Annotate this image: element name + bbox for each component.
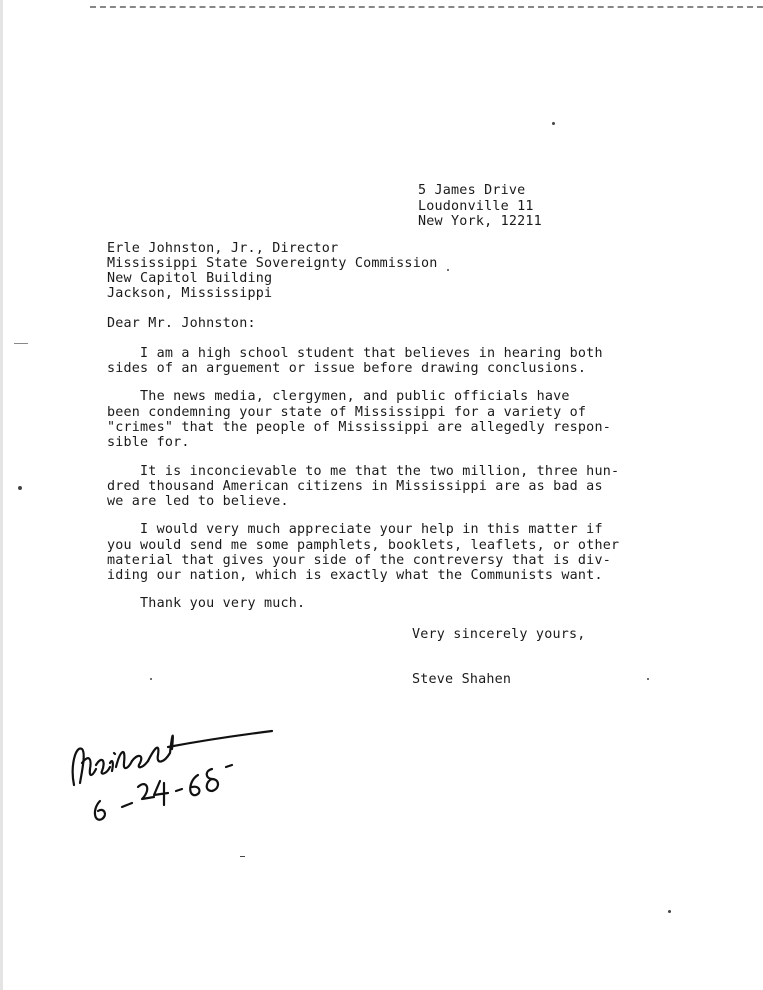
salutation: Dear Mr. Johnston: xyxy=(107,316,256,331)
return-address-line-1: 5 James Drive xyxy=(418,183,526,198)
paragraph-line: I would very much appreciate your help in this matter if xyxy=(107,522,603,537)
signature-name: Steve Shahen xyxy=(412,672,512,687)
recipient-line-3: New Capitol Building xyxy=(107,271,273,286)
return-address-line-2: Loudonville 11 xyxy=(418,199,534,214)
paragraph-line: sible for. xyxy=(107,435,190,450)
scan-left-edge xyxy=(0,0,3,990)
handwritten-mailed-note xyxy=(60,705,300,835)
scan-speck xyxy=(150,678,152,680)
paragraph-line: I am a high school student that believes in hearing both xyxy=(107,346,603,361)
paragraph-line: dred thousand American citizens in Mississippi are as bad as xyxy=(107,479,603,494)
paragraph-5: Thank you very much. xyxy=(107,596,306,611)
paragraph-line: The news media, clergymen, and public officials have xyxy=(107,389,570,404)
recipient-line-4: Jackson, Mississippi xyxy=(107,286,273,301)
paragraph-line: It is inconcievable to me that the two million, three hun- xyxy=(107,464,620,479)
paragraph-line: material that gives your side of the contreversy that is div- xyxy=(107,553,611,568)
paragraph-line: we are led to believe. xyxy=(107,494,289,509)
scan-speck xyxy=(14,343,28,344)
paragraph-line: iding our nation, which is exactly what the Communists want. xyxy=(107,568,603,583)
paragraph-line: been condemning your state of Mississippi for a variety of xyxy=(107,405,587,420)
scan-speck xyxy=(668,910,671,913)
paragraph-line: you would send me some pamphlets, booklets, leaflets, or other xyxy=(107,538,620,553)
scan-speck xyxy=(447,269,449,271)
paragraph-line: sides of an arguement or issue before drawing conclusions. xyxy=(107,361,587,376)
paragraph-line: "crimes" that the people of Mississippi are allegedly respon- xyxy=(107,420,611,435)
recipient-line-2: Mississippi State Sovereignty Commission xyxy=(107,256,438,271)
scan-speck xyxy=(18,486,22,490)
scan-speck xyxy=(552,122,555,125)
recipient-line-1: Erle Johnston, Jr., Director xyxy=(107,241,339,256)
scan-speck xyxy=(647,678,649,680)
scan-top-edge xyxy=(90,0,763,8)
closing: Very sincerely yours, xyxy=(412,627,586,642)
scan-speck xyxy=(240,856,245,857)
return-address-line-3: New York, 12211 xyxy=(418,214,542,229)
